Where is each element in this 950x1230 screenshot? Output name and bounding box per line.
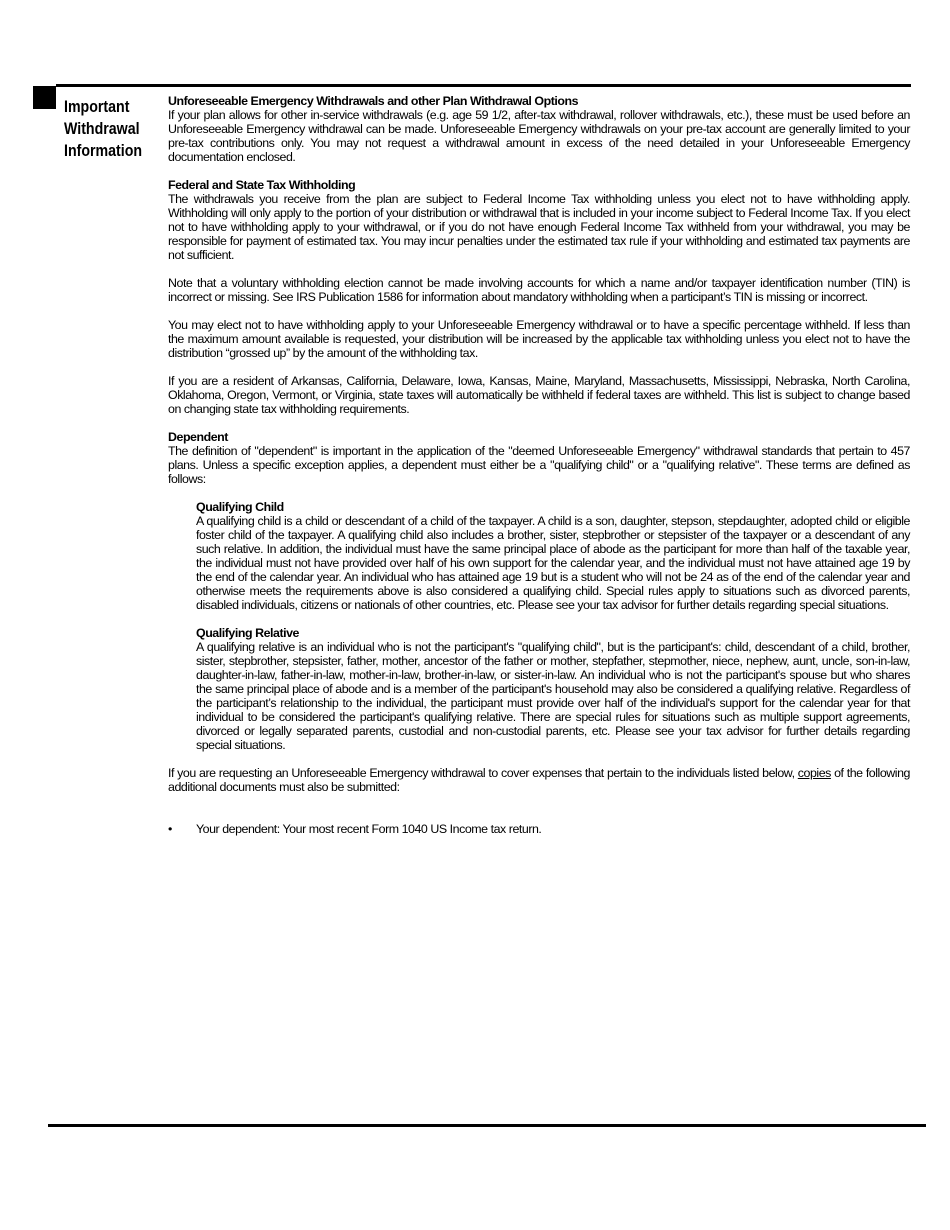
tax-paragraph-4: If you are a resident of Arkansas, California, Delaware, Iowa, Kansas, Maine, Maryland, Massachusetts, Mississippi, Nebraska, North Carolina, Oklahoma, Oregon, Vermont, or Virginia, state taxes will automatically be withheld if federal taxes are withheld. This list is subject to change based on changing state tax withholding requirements. bbox=[168, 374, 910, 416]
documents-intro-underlined: copies bbox=[797, 766, 831, 780]
section-heading-line-3: Information bbox=[64, 142, 143, 160]
tax-heading: Federal and State Tax Withholding bbox=[168, 178, 356, 192]
unforeseeable-text: If your plan allows for other in-service withdrawals (e.g. age 59 1/2, after-tax withdrawal, rollover withdrawals, etc.), these must be used before an Unforeseeable Emergency withdrawal can be made. Unforeseeable Emergency withdrawals on your pre-tax account are generally limited to your pre-tax contributions only. You may not request a withdrawal amount in excess of the need detailed in your Unforeseeable Emergency documentation enclosed. bbox=[168, 108, 910, 164]
qualifying-child-section bbox=[196, 500, 910, 612]
list-item bbox=[168, 822, 910, 836]
documents-intro-after: of the following additional documents must also be submitted: bbox=[168, 766, 910, 794]
tax-section bbox=[168, 178, 910, 262]
tax-paragraph-3: You may elect not to have withholding apply to your Unforeseeable Emergency withdrawal or to have a specific percentage withheld. If less than the maximum amount available is requested, your distribution will be increased by the applicable tax withholding unless you elect not to have the distribution “grossed up” by the amount of the withholding tax. bbox=[168, 318, 910, 360]
dependent-text: The definition of "dependent" is important in the application of the "deemed Unforeseeable Emergency" withdrawal standards that pertain to 457 plans. Unless a specific exception applies, a dependent must either be a "qualifying child" or a "qualifying relative". These terms are defined as follows: bbox=[168, 444, 910, 486]
qualifying-relative-text: A qualifying relative is an individual who is not the participant's "qualifying child", but is the participant's: child, descendant of a child, brother, sister, stepbrother, stepsister, father, mother, ancestor of the father or mother, stepfather, stepmother, niece, nephew, aunt, uncle, son-in-law, daughter-in-law, father-in-law, mother-in-law, brother-in-law, or sister-in-law. An individual who is not the participant's spouse but who shares the same principal place of abode and is a member of the participant's household may also be considered a qualifying relative. Regardless of the participant’s relationship to the individual, the participant must provide over half of the individual's support for the calendar year for that individual to be considered the participant's qualifying relative. There are special rules for situations such as multiple support agreements, divorced or legally separated parents, custodial and non-custodial parents, etc. Please see your tax advisor for further details regarding special situations. bbox=[196, 640, 910, 752]
dependent-section bbox=[168, 430, 910, 486]
tax-paragraph-1: The withdrawals you receive from the plan are subject to Federal Income Tax withholding unless you elect not to have withholding apply. Withholding will only apply to the portion of your distribution or withdrawal that is included in your income subject to Federal Income Tax. If you elect not to have withholding apply to your withdrawal, or if you do not have enough Federal Income Tax withheld from your withdrawal, you may be responsible for payment of estimated tax. You may incur penalties under the estimated tax rule if your withholding and estimated tax payments are not sufficient. bbox=[168, 192, 910, 262]
top-rule bbox=[56, 84, 911, 87]
qualifying-relative-section bbox=[196, 626, 910, 752]
section-marker bbox=[33, 86, 56, 109]
qualifying-child-heading: Qualifying Child bbox=[196, 500, 284, 514]
qualifying-child-text: A qualifying child is a child or descendant of a child of the taxpayer. A child is a son, daughter, stepson, stepdaughter, adopted child or eligible foster child of the taxpayer. A qualifying child also includes a brother, sister, stepbrother or stepsister of the taxpayer or a descendant of any such relative. In addition, the individual must have the same principal place of abode as the participant for more than half of the taxable year, the individual must not have provided over half of his own support for the calendar year, and the individual must not have attained age 19 by the end of the calendar year. An individual who has attained age 19 but is a student who will not be 24 as of the end of the calendar year and otherwise meets the requirements above is also considered a qualifying child. Special rules apply to situations such as divorced parents, disabled individuals, citizens or nationals of other countries, etc. Please see your tax advisor for further details regarding special situations. bbox=[196, 514, 910, 612]
document-body bbox=[168, 94, 910, 836]
section-heading-line-1: Important bbox=[64, 98, 130, 116]
section-heading-line-2: Withdrawal bbox=[64, 120, 140, 138]
dependent-heading: Dependent bbox=[168, 430, 228, 444]
bottom-rule bbox=[48, 1124, 926, 1127]
unforeseeable-heading: Unforeseeable Emergency Withdrawals and other Plan Withdrawal Options bbox=[168, 94, 579, 108]
unforeseeable-section bbox=[168, 94, 910, 164]
qualifying-relative-heading: Qualifying Relative bbox=[196, 626, 299, 640]
documents-intro-before: If you are requesting an Unforeseeable Emergency withdrawal to cover expenses that pertain to the individuals listed below, bbox=[168, 766, 795, 780]
documents-intro bbox=[168, 766, 910, 794]
section-heading bbox=[64, 96, 150, 162]
tax-paragraph-2: Note that a voluntary withholding election cannot be made involving accounts for which a name and/or taxpayer identification number (TIN) is incorrect or missing. See IRS Publication 1586 for information about mandatory withholding when a participant’s TIN is missing or incorrect. bbox=[168, 276, 910, 304]
bullet-icon: • bbox=[168, 822, 172, 836]
bullet-text: Your dependent: Your most recent Form 1040 US Income tax return. bbox=[196, 822, 542, 836]
